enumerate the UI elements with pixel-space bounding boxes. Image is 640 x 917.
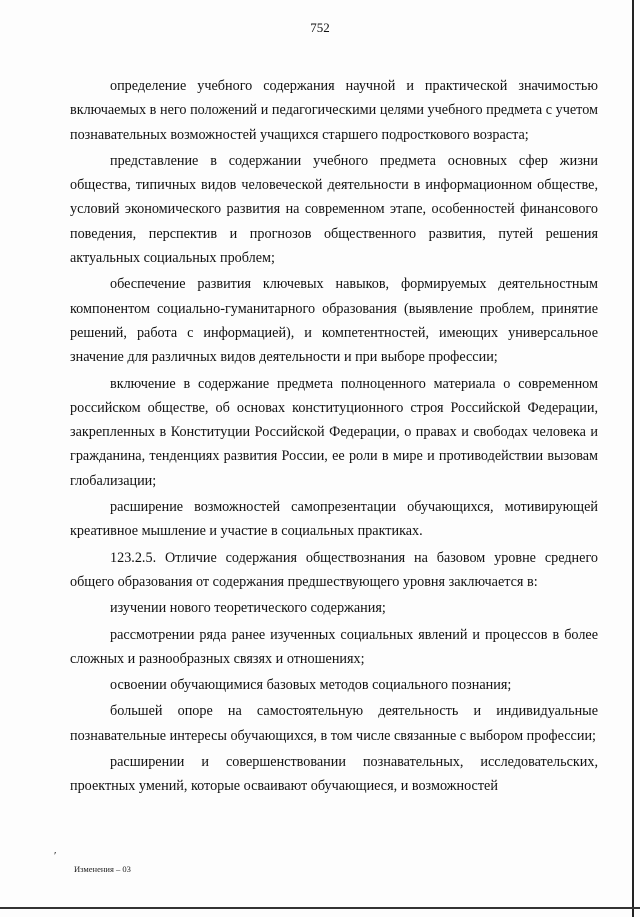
paragraph-2: представление в содержании учебного предмета основных сфер жизни общества, типичных видов человеческой деятельности в информационном обществе, условий экономического развития на современном этапе, особенностей финансового поведения, перспектив и прогнозов общественного развития, путей решения актуальных социальных проблем; [70, 152, 598, 267]
paragraph-6: 123.2.5. Отличие содержания обществознания на базовом уровне среднего общего образования от содержания предшествующего уровня заключается в: [70, 549, 598, 590]
paragraph-4: включение в содержание предмета полноценного материала о современном российском обществе, об основах конституционного строя Российской Федерации, закрепленных в Конституции Российской Федерации, о правах и свободах человека и гражданина, тенденциях развития России, ее роли в мире и противодействии вызовам глобализации; [70, 375, 598, 489]
paragraph-1: определение учебного содержания научной и практической значимостью включаемых в него положений и педагогическими целями учебного предмета с учетом познавательных возможностей учащихся старшего подросткового возраста; [70, 78, 598, 143]
paragraph-7: изучении нового теоретического содержания; [110, 600, 386, 617]
margin-mark: ′ [54, 850, 57, 862]
page-number: 752 [310, 20, 330, 35]
paragraph-9: освоении обучающимися базовых методов социального познания; [110, 677, 512, 694]
scan-edge-bottom [0, 907, 640, 909]
paragraph-10: большей опоре на самостоятельную деятельность и индивидуальные познавательные интересы обучающихся, в том числе связанные с выбором профессии; [70, 703, 598, 744]
paragraph-5: расширение возможностей самопрезентации обучающихся, мотивирующей креативное мышление и участие в социальных практиках. [70, 499, 598, 540]
body-text [70, 74, 598, 799]
paragraph-11: расширении и совершенствовании познавательных, исследовательских, проектных умений, которые осваивают обучающиеся, и возможностей [70, 754, 598, 795]
scan-edge-right [632, 0, 634, 917]
footer-revision: Изменения – 03 [74, 864, 131, 874]
paragraph-3: обеспечение развития ключевых навыков, формируемых деятельностным компонентом социально-гуманитарного образования (выявление проблем, принятие решений, работа с информацией), и компетентностей, имеющих универсальное значение для различных видов деятельности и при выборе профессии; [70, 276, 598, 366]
paragraph-8: рассмотрении ряда ранее изученных социальных явлений и процессов в более сложных и разнообразных связях и отношениях; [70, 626, 598, 667]
